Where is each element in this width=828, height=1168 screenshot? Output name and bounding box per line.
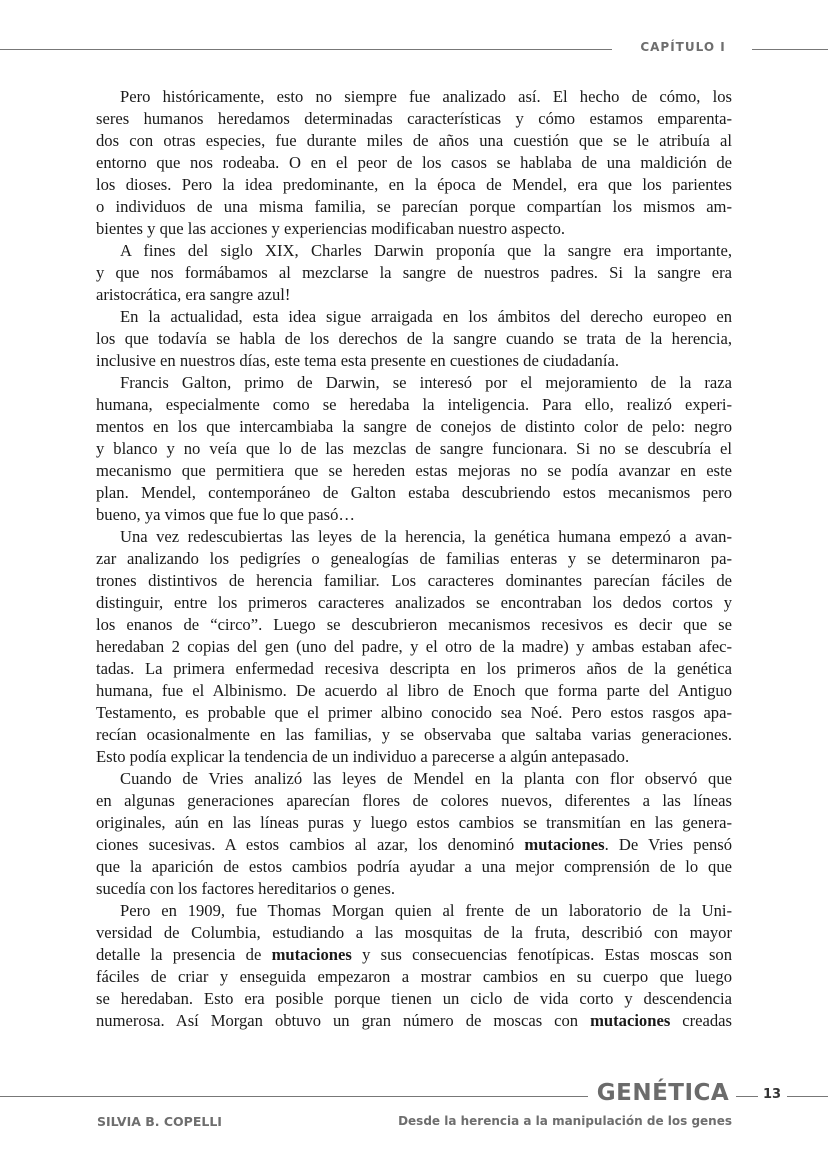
text-line: humana, especialmente como se heredaba la inteligencia. Para ello, realizó experi- bbox=[96, 395, 732, 414]
page-number: 13 bbox=[762, 1087, 782, 1102]
text-line: Pero históricamente, esto no siempre fue analizado así. El hecho de cómo, los bbox=[120, 87, 732, 106]
text-line: mecanismo que permitiera que se hereden estas mejoras no se podía avanzar en este bbox=[96, 461, 732, 480]
header-rule-right bbox=[752, 49, 828, 50]
text-line: dos con otras especies, fue durante miles de años una cuestión que se le atribuía al bbox=[96, 131, 732, 150]
paragraph bbox=[96, 900, 732, 1032]
text-line: numerosa. Así Morgan obtuvo un gran número de moscas con mutaciones creadas bbox=[96, 1011, 732, 1030]
text-line: plan. Mendel, contemporáneo de Galton estaba descubriendo estos mecanismos pero bbox=[96, 483, 732, 502]
paragraph bbox=[96, 768, 732, 900]
text-line: versidad de Columbia, estudiando a las mosquitas de la fruta, describió con mayor bbox=[96, 923, 732, 942]
footer-rule-dash bbox=[736, 1096, 758, 1097]
paragraph bbox=[96, 372, 732, 526]
text-line: fáciles de criar y enseguida empezaron a mostrar cambios en su cuerpo que luego bbox=[96, 967, 732, 986]
text-line: zar analizando los pedigríes o genealogías de familias enteras y se determinaron pa- bbox=[96, 549, 732, 568]
text-line: heredaban 2 copias del gen (uno del padre, y el otro de la madre) y ambas estaban afec- bbox=[96, 637, 732, 656]
text-line: se heredaban. Esto era posible porque tienen un ciclo de vida corto y descendencia bbox=[96, 989, 732, 1008]
text-line: trones distintivos de herencia familiar. Los caracteres dominantes parecían fáciles de bbox=[96, 571, 732, 590]
text-line: los que todavía se habla de los derechos de la sangre cuando se trata de la herencia, bbox=[96, 329, 732, 348]
text-line: distinguir, entre los primeros caracteres analizados se encontraban los dedos cortos y bbox=[96, 593, 732, 612]
text-line: o individuos de una misma familia, se parecían porque compartían los mismos am- bbox=[96, 197, 732, 216]
text-line: y que nos formábamos al mezclarse la sangre de nuestros padres. Si la sangre era bbox=[96, 263, 732, 282]
chapter-heading: CAPÍTULO I bbox=[640, 40, 726, 54]
text-line: detalle la presencia de mutaciones y sus consecuencias fenotípicas. Estas moscas son bbox=[96, 945, 733, 964]
text-line: los dioses. Pero la idea predominante, en la época de Mendel, era que los parientes bbox=[96, 175, 732, 194]
paragraph bbox=[96, 306, 732, 372]
text-line: Francis Galton, primo de Darwin, se interesó por el mejoramiento de la raza bbox=[120, 373, 732, 392]
paragraph bbox=[96, 526, 732, 768]
text-line: y blanco y no veía que lo de las mezclas de sangre funcionara. Si no se descubría el bbox=[96, 439, 732, 458]
text-line: humana, fue el Albinismo. De acuerdo al libro de Enoch que forma parte del Antiguo bbox=[96, 681, 732, 700]
bold-term: mutaciones bbox=[524, 835, 605, 854]
text-line: mentos en los que intercambiaba la sangre de conejos de distinto color de pelo: negro bbox=[96, 417, 732, 436]
text-line: entorno que nos rodeaba. O en el peor de los casos se hablaba de una maldición de bbox=[96, 153, 732, 172]
text-line: Testamento, es probable que el primer albino conocido sea Noé. Pero estos rasgos apa- bbox=[96, 703, 732, 722]
text-line: A fines del siglo XIX, Charles Darwin proponía que la sangre era importante, bbox=[120, 241, 732, 260]
text-line: Cuando de Vries analizó las leyes de Mendel en la planta con flor observó que bbox=[120, 769, 732, 788]
body-text bbox=[96, 86, 732, 1032]
text-line: en algunas generaciones aparecían flores de colores nuevos, diferentes a las líneas bbox=[96, 791, 732, 810]
footer-rule-left bbox=[0, 1096, 588, 1097]
bold-term: mutaciones bbox=[271, 945, 352, 964]
author-name: SILVIA B. COPELLI bbox=[97, 1114, 222, 1129]
text-line: inclusive en nuestros días, este tema esta presente en cuestiones de ciudadanía. bbox=[96, 351, 619, 370]
text-line: bueno, ya vimos que fue lo que pasó… bbox=[96, 505, 355, 524]
text-line: recían ocasionalmente en las familias, y se observaba que saltaba varias generaciones. bbox=[96, 725, 732, 744]
paragraph bbox=[96, 86, 732, 240]
bold-term: mutaciones bbox=[590, 1011, 671, 1030]
text-line: seres humanos heredamos determinadas características y cómo estamos emparenta- bbox=[96, 109, 732, 128]
text-line: que la aparición de estos cambios podría ayudar a una mejor comprensión de lo que bbox=[96, 857, 732, 876]
text-line: tadas. La primera enfermedad recesiva descripta en los primeros años de la genética bbox=[96, 659, 732, 678]
book-title: GENÉTICA bbox=[596, 1080, 730, 1106]
text-line: Una vez redescubiertas las leyes de la herencia, la genética humana empezó a avan- bbox=[120, 527, 732, 546]
text-line: Esto podía explicar la tendencia de un individuo a parecerse a algún antepasado. bbox=[96, 747, 630, 766]
text-line: originales, aún en las líneas puras y luego estos cambios se transmitían en las genera- bbox=[96, 813, 732, 832]
footer-rule-right bbox=[787, 1096, 828, 1097]
text-line: bientes y que las acciones y experiencias modificaban nuestro aspecto. bbox=[96, 219, 566, 238]
paragraph bbox=[96, 240, 732, 306]
text-line: Pero en 1909, fue Thomas Morgan quien al frente de un laboratorio de la Uni- bbox=[120, 901, 732, 920]
header-rule-left bbox=[0, 49, 612, 50]
text-line: aristocrática, era sangre azul! bbox=[96, 285, 291, 304]
text-line: ciones sucesivas. A estos cambios al azar, los denominó mutaciones. De Vries pensó bbox=[96, 835, 733, 854]
text-line: sucedía con los factores hereditarios o genes. bbox=[96, 879, 396, 898]
text-line: los enanos de “circo”. Luego se descubrieron mecanismos recesivos es decir que se bbox=[96, 615, 732, 634]
book-subtitle: Desde la herencia a la manipulación de los genes bbox=[398, 1114, 732, 1128]
text-line: En la actualidad, esta idea sigue arraigada en los ámbitos del derecho europeo en bbox=[120, 307, 732, 326]
